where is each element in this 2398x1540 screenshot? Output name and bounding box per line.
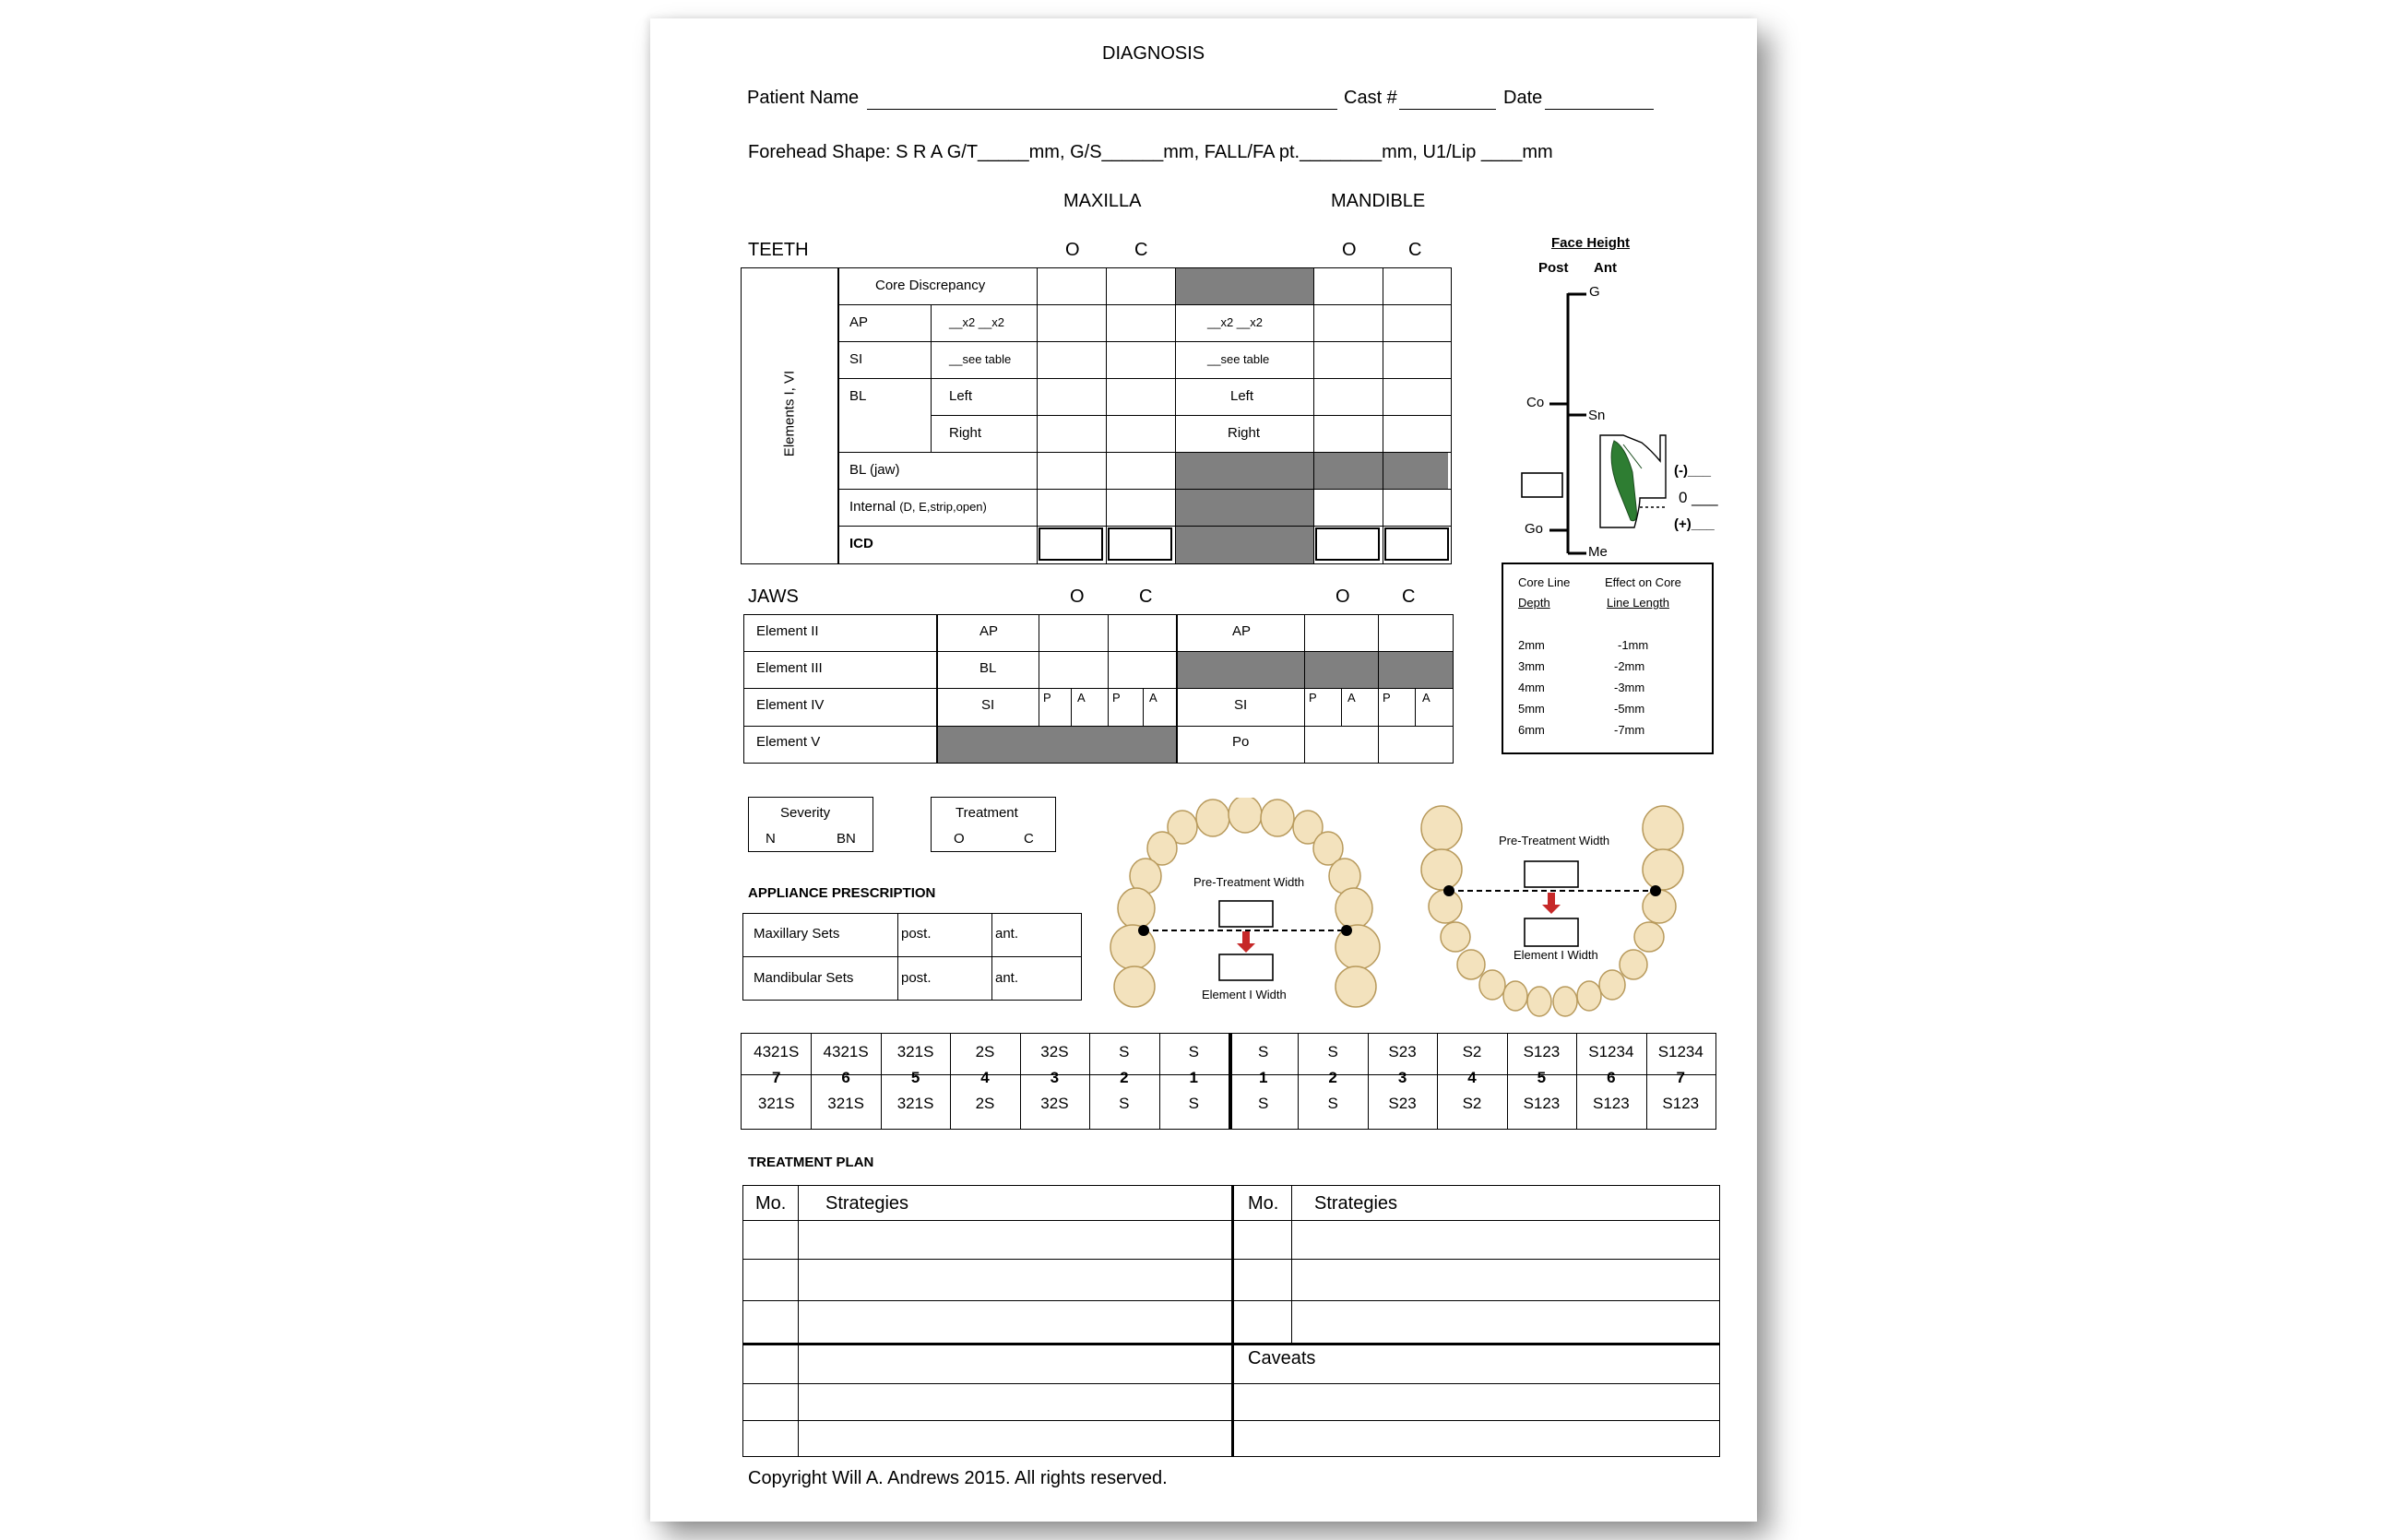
mandible-x2: __x2 __x2 (1207, 315, 1263, 329)
maxillary-element-width-label: Element I Width (1202, 988, 1287, 1001)
copyright-text: Copyright Will A. Andrews 2015. All rights reserved. (748, 1468, 1168, 1488)
maxilla-left: Left (949, 388, 973, 404)
mandible-see-table: __see table (1207, 352, 1270, 366)
maxilla-right: Right (949, 425, 982, 441)
a-col: A (1149, 691, 1157, 705)
p-col: P (1383, 691, 1391, 705)
elements-side-label: Elements I, VI (781, 370, 798, 457)
landmark-co: Co (1526, 395, 1545, 410)
tooth-chart-bottom-cell: 321S (757, 1095, 795, 1112)
face-height-diagram (1485, 231, 1734, 572)
core-discrepancy-label: Core Discrepancy (875, 278, 986, 293)
effect-header-a: Effect on Core (1605, 575, 1681, 589)
a-col: A (1077, 691, 1086, 705)
landmark-me: Me (1588, 544, 1608, 560)
cast-field[interactable] (1399, 109, 1496, 110)
mandibular-ant: ant. (995, 970, 1019, 986)
teeth-ap-label: AP (849, 314, 869, 330)
tooth-chart-number-cell: 3 (1397, 1069, 1407, 1086)
tooth-chart-top-cell: S (1188, 1043, 1199, 1060)
mandible-o-label: O (1342, 240, 1357, 260)
tooth-chart-number-cell: 5 (1537, 1069, 1547, 1086)
face-height-title: Face Height (1551, 235, 1631, 251)
mandibular-arch-diagram (1414, 800, 1691, 1022)
core-depth-row: 6mm (1518, 723, 1545, 737)
teeth-bl-label: BL (849, 388, 867, 404)
p-col: P (1309, 691, 1317, 705)
treatment-plan-heading: TREATMENT PLAN (748, 1155, 874, 1170)
tooth-chart-bottom-cell: 321S (827, 1095, 864, 1112)
treatment-c: C (1024, 831, 1034, 847)
core-effect-row: -3mm (1614, 681, 1645, 694)
tooth-chart-top-cell: S1234 (1657, 1043, 1704, 1060)
element-ii-label: Element II (756, 623, 819, 639)
tooth-chart-number-cell: 6 (841, 1069, 850, 1086)
treatment-box (931, 797, 1056, 852)
bl-jaw-label: BL (jaw) (849, 462, 900, 478)
tooth-chart-number-cell: 5 (910, 1069, 920, 1086)
jaws-mandible-po: Po (1232, 734, 1250, 750)
maxilla-c-label: C (1134, 240, 1148, 260)
core-effect-row: -7mm (1614, 723, 1645, 737)
a-col: A (1422, 691, 1430, 705)
teeth-table (741, 267, 1397, 564)
tooth-chart-bottom-cell: S23 (1388, 1095, 1417, 1112)
effect-header-b: Line Length (1607, 596, 1669, 610)
jaws-mandible-c: C (1402, 586, 1416, 607)
treatment-plan-table (742, 1185, 1720, 1457)
maxillary-ant: ant. (995, 926, 1019, 942)
mandibular-element-width-label: Element I Width (1514, 948, 1598, 962)
tooth-chart-bottom-cell: S2 (1462, 1095, 1482, 1112)
tooth-chart-bottom-cell: S (1188, 1095, 1199, 1112)
appliance-table (742, 913, 1082, 1001)
core-effect-row: -1mm (1618, 638, 1649, 652)
internal-label: Internal (849, 499, 896, 515)
date-label: Date (1503, 88, 1543, 108)
face-height-post: Post (1538, 260, 1569, 276)
date-field[interactable] (1545, 109, 1654, 110)
treatment-title: Treatment (956, 805, 1018, 821)
tooth-chart-top-cell: S2 (1462, 1043, 1482, 1060)
mandibular-pre-width-label: Pre-Treatment Width (1499, 834, 1610, 847)
lip-plus: (+)___ (1674, 516, 1715, 532)
forehead-shape-line: Forehead Shape: S R A G/T_____mm, G/S______mm, FALL/FA pt.________mm, U1/Lip ____mm (748, 142, 1553, 162)
tooth-chart-bottom-cell: 2S (975, 1095, 995, 1112)
appliance-heading: APPLIANCE PRESCRIPTION (748, 885, 936, 901)
jaws-maxilla-o: O (1070, 586, 1085, 607)
teeth-heading: TEETH (748, 240, 809, 260)
tooth-chart-top-cell: S23 (1388, 1043, 1417, 1060)
mandible-c-label: C (1408, 240, 1422, 260)
tooth-chart-number-cell: 2 (1120, 1069, 1129, 1086)
tooth-chart-top-cell: 32S (1040, 1043, 1069, 1060)
diagnosis-sheet (650, 18, 1757, 1522)
mandibular-post: post. (901, 970, 932, 986)
maxillary-arch-diagram (1107, 798, 1383, 1010)
tooth-chart-bottom-cell: S123 (1662, 1095, 1700, 1112)
tooth-chart-top-cell: S (1119, 1043, 1130, 1060)
maxilla-label: MAXILLA (1063, 191, 1142, 211)
a-col: A (1347, 691, 1356, 705)
lip-minus: (-)___ (1674, 463, 1712, 479)
tooth-chart-bottom-cell: S123 (1593, 1095, 1630, 1112)
icd-label: ICD (849, 536, 873, 551)
strategies-header-right: Strategies (1314, 1193, 1398, 1214)
jaws-mandible-ap: AP (1232, 623, 1252, 639)
tooth-chart-number-cell: 1 (1189, 1069, 1198, 1086)
tooth-chart-top-cell: 4321S (754, 1043, 800, 1060)
tooth-chart-number-cell: 1 (1258, 1069, 1268, 1086)
element-iii-label: Element III (756, 660, 823, 676)
tooth-chart-top-cell: 2S (975, 1043, 995, 1060)
lip-zero: 0 ___ (1679, 489, 1718, 506)
core-line-header-b: Depth (1518, 596, 1550, 610)
tooth-chart-number-cell: 7 (771, 1069, 781, 1086)
landmark-g: G (1589, 284, 1600, 300)
jaws-heading: JAWS (748, 586, 799, 607)
tooth-chart-top-cell: 321S (896, 1043, 934, 1060)
patient-name-label: Patient Name (747, 88, 860, 108)
maxilla-o-label: O (1065, 240, 1080, 260)
mandible-right: Right (1228, 425, 1261, 441)
core-depth-row: 3mm (1518, 659, 1545, 673)
tooth-chart-number-cell: 4 (980, 1069, 990, 1086)
tooth-chart-bottom-cell: 321S (896, 1095, 934, 1112)
core-line-header-a: Core Line (1518, 575, 1571, 589)
internal-sub-label: (D, E,strip,open) (899, 500, 987, 514)
tooth-chart-bottom-cell: S (1119, 1095, 1130, 1112)
core-depth-row: 2mm (1518, 638, 1545, 652)
severity-title: Severity (780, 805, 831, 821)
maxillary-post: post. (901, 926, 932, 942)
severity-bn: BN (837, 831, 856, 847)
landmark-go: Go (1525, 521, 1544, 537)
jaws-maxilla-si: SI (981, 697, 995, 713)
tooth-chart (741, 1033, 1716, 1130)
mandible-label: MANDIBLE (1331, 191, 1426, 211)
tooth-chart-number-cell: 6 (1607, 1069, 1616, 1086)
mandibular-sets-label: Mandibular Sets (754, 970, 854, 986)
core-effect-row: -5mm (1614, 702, 1645, 716)
tooth-chart-number-cell: 4 (1467, 1069, 1477, 1086)
maxilla-see-table: __see table (949, 352, 1012, 366)
jaws-maxilla-ap: AP (979, 623, 999, 639)
maxillary-arch-teeth (1107, 798, 1383, 1010)
tooth-chart-bottom-cell: S (1258, 1095, 1269, 1112)
jaws-table (743, 614, 1454, 764)
tooth-chart-number-cell: 3 (1050, 1069, 1060, 1086)
tooth-chart-top-cell: S (1327, 1043, 1338, 1060)
face-height-ant: Ant (1594, 260, 1617, 276)
treatment-o: O (954, 831, 965, 847)
tooth-chart-bottom-cell: S123 (1523, 1095, 1561, 1112)
strategies-header-left: Strategies (825, 1193, 909, 1214)
core-effect-row: -2mm (1614, 659, 1645, 673)
p-col: P (1112, 691, 1121, 705)
severity-box (748, 797, 873, 852)
caveats-label: Caveats (1248, 1348, 1316, 1368)
element-iv-label: Element IV (756, 697, 825, 713)
mandible-left: Left (1230, 388, 1254, 404)
cast-label: Cast # (1344, 88, 1397, 108)
tooth-chart-top-cell: S123 (1523, 1043, 1561, 1060)
tooth-chart-top-cell: S1234 (1588, 1043, 1634, 1060)
maxilla-x2: __x2 __x2 (949, 315, 1004, 329)
jaws-mandible-si: SI (1234, 697, 1248, 713)
mo-header-right: Mo. (1248, 1193, 1279, 1214)
jaws-maxilla-bl: BL (979, 660, 997, 676)
landmark-sn: Sn (1588, 408, 1606, 423)
jaws-maxilla-c: C (1139, 586, 1153, 607)
p-col: P (1043, 691, 1051, 705)
mo-header-left: Mo. (755, 1193, 787, 1214)
maxillary-pre-width-label: Pre-Treatment Width (1193, 875, 1305, 889)
core-depth-row: 5mm (1518, 702, 1545, 716)
jaws-mandible-o: O (1336, 586, 1350, 607)
core-depth-row: 4mm (1518, 681, 1545, 694)
tooth-chart-top-cell: S (1258, 1043, 1269, 1060)
tooth-chart-bottom-cell: 32S (1040, 1095, 1069, 1112)
maxillary-sets-label: Maxillary Sets (754, 926, 840, 942)
tooth-chart-top-cell: 4321S (823, 1043, 869, 1060)
teeth-si-label: SI (849, 351, 863, 367)
tooth-chart-bottom-cell: S (1327, 1095, 1338, 1112)
severity-n: N (766, 831, 776, 847)
patient-name-field[interactable] (867, 109, 1337, 110)
tooth-chart-number-cell: 2 (1328, 1069, 1337, 1086)
tooth-chart-number-cell: 7 (1676, 1069, 1685, 1086)
core-line-table (1502, 563, 1714, 754)
page-title: DIAGNOSIS (1102, 43, 1205, 64)
element-v-label: Element V (756, 734, 821, 750)
